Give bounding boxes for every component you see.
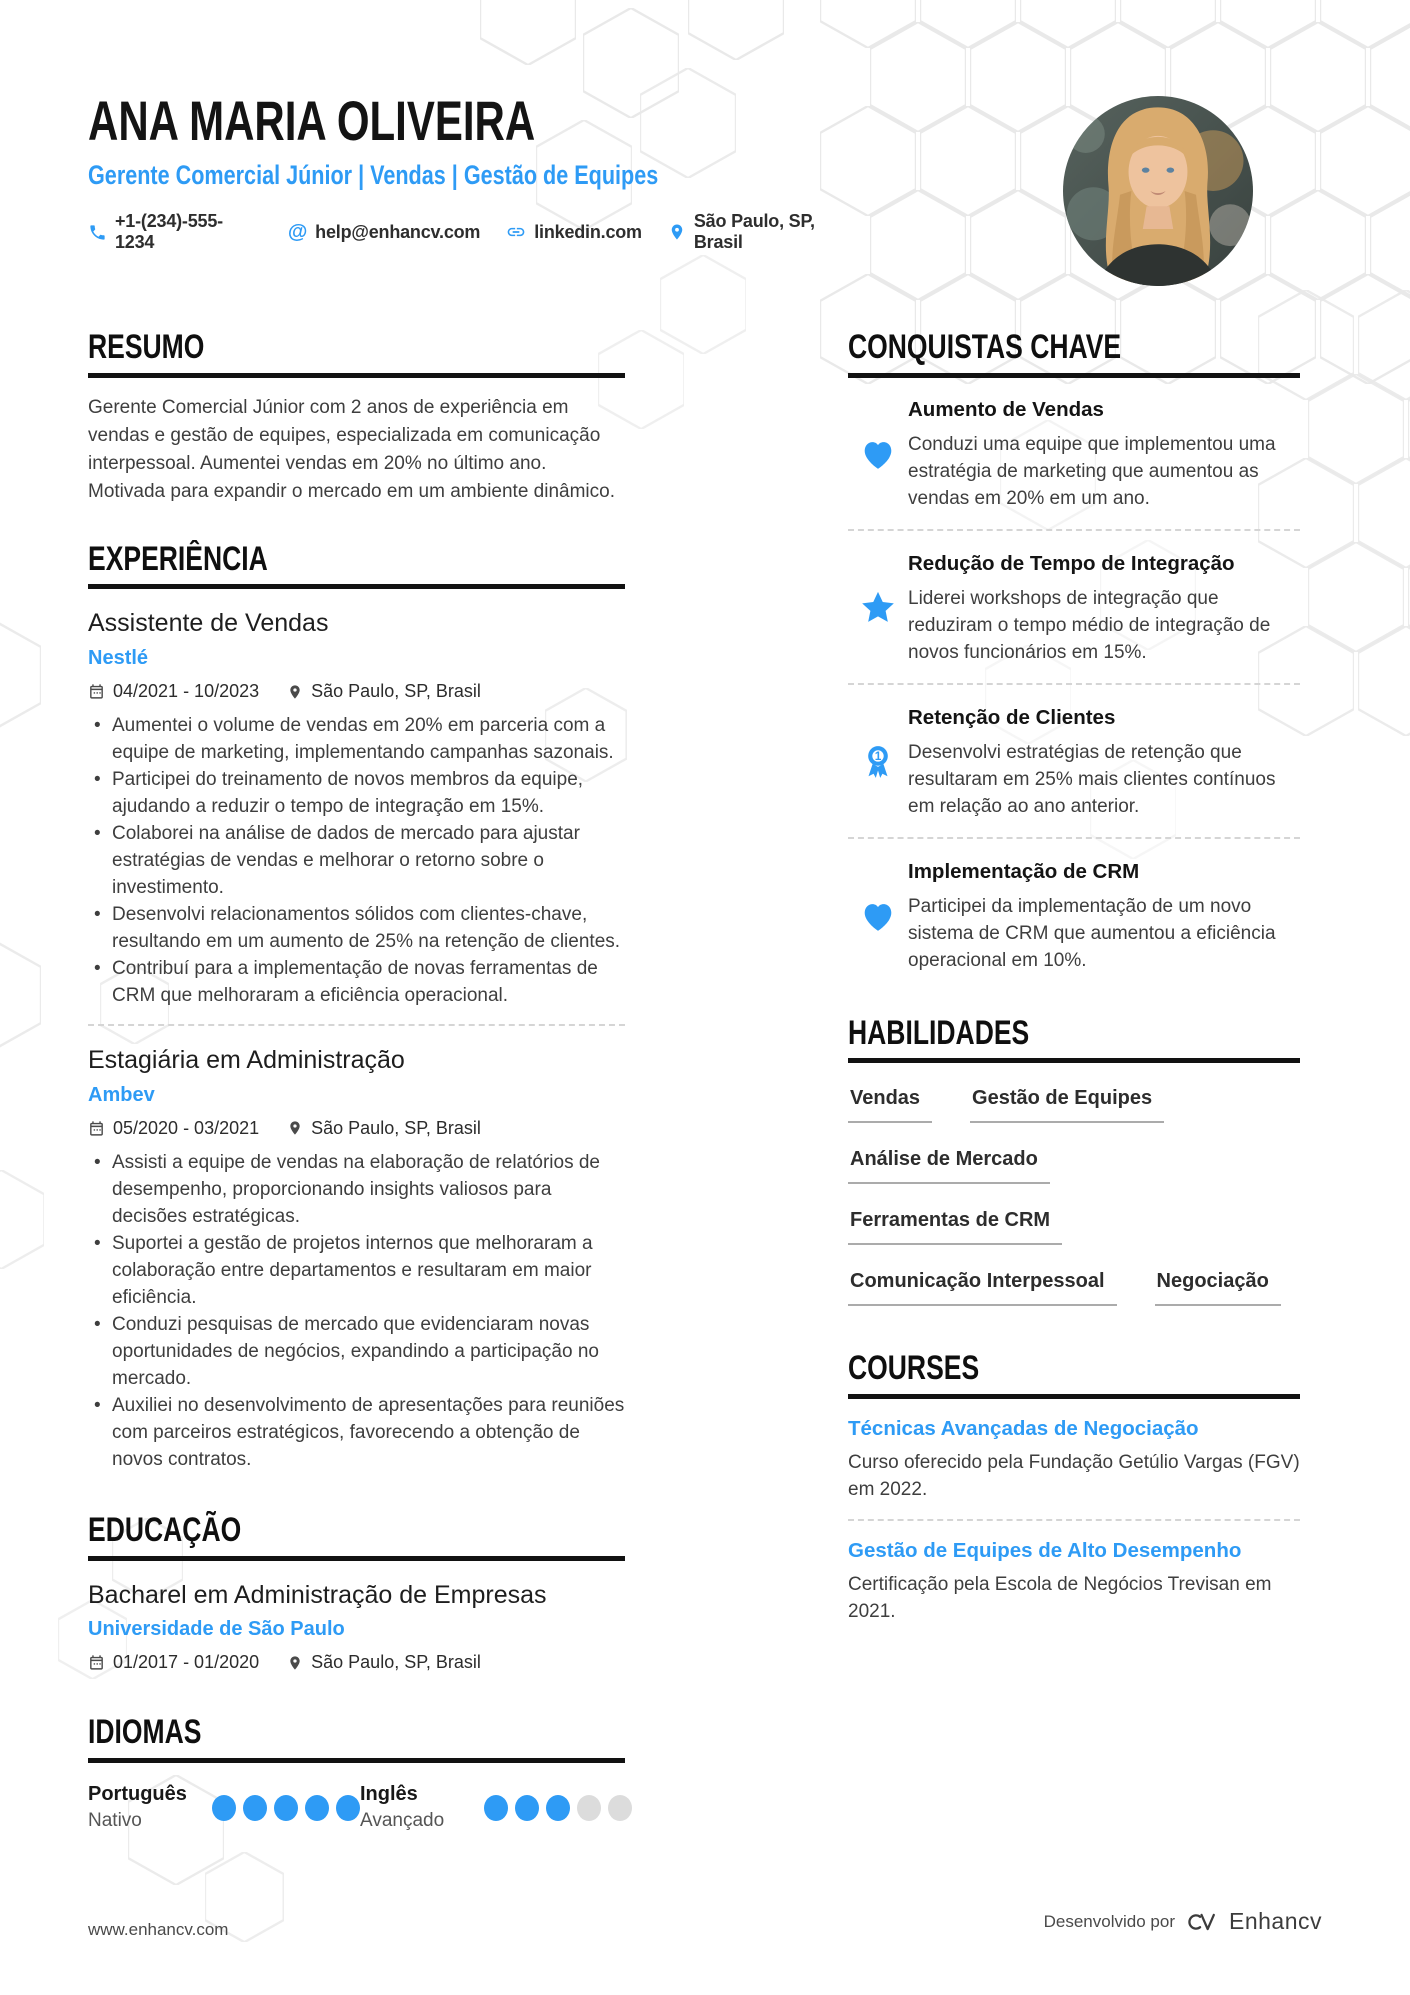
degree-title: Bacharel em Administração de Empresas <box>88 1580 547 1609</box>
credit-text: Desenvolvido por <box>1043 1911 1175 1931</box>
achievement-body <box>908 550 1300 666</box>
proficiency-dot <box>546 1795 570 1821</box>
achievement-text: Conduzi uma equipe que implementou uma estratégia de marketing que aumentou as vendas em 20% em um ano. <box>908 433 1276 509</box>
job-bullets <box>88 1149 625 1473</box>
email-address: help@enhancv.com <box>315 221 481 242</box>
job-dates <box>88 1118 259 1139</box>
achievement-title: Aumento de Vendas <box>908 397 1104 421</box>
bullet-item: • Aumentei o volume de vendas em 20% em parceria com a equipe de marketing, implementando campanhas sazonais. <box>88 712 625 766</box>
footer-credit <box>1044 1908 1322 1935</box>
job-title: Assistente de Vendas <box>88 609 329 638</box>
achievement-item <box>848 858 1300 974</box>
pin-icon <box>287 1120 303 1136</box>
section-resumo <box>88 330 625 506</box>
achievement-text: Desenvolvi estratégias de retenção que resultaram em 25% mais clientes contínuos em relação ao ano anterior. <box>908 741 1276 817</box>
skill-tag[interactable]: Gestão de Equipes <box>970 1087 1164 1123</box>
education-dates: 01/2017 - 01/2020 <box>113 1652 260 1673</box>
school-name: Universidade de São Paulo <box>88 1618 345 1641</box>
achievement-item <box>848 550 1300 666</box>
headline: Gerente Comercial Júnior | Vendas | Gestão de Equipes <box>88 160 659 191</box>
proficiency-dot <box>274 1795 298 1821</box>
heart-icon <box>848 396 908 512</box>
achievement-body <box>908 396 1300 512</box>
bullet-item: • Auxiliei no desenvolvimento de apresentações para reuniões com parceiros estratégicos, favorecendo a obtenção de novos contratos. <box>88 1392 625 1473</box>
calendar-icon <box>88 683 105 700</box>
proficiency-dot <box>243 1795 267 1821</box>
skills-list <box>848 1087 1300 1331</box>
footer-website[interactable]: www.enhancv.com <box>88 1920 229 1939</box>
section-idiomas <box>88 1715 625 1832</box>
courses-list <box>848 1417 1300 1625</box>
course-text: Curso oferecido pela Fundação Getúlio Vargas (FGV) em 2022. <box>848 1452 1300 1501</box>
job-bullets <box>88 712 625 1009</box>
pin-icon <box>668 223 686 241</box>
experience-divider <box>88 1024 625 1026</box>
bullet-item: • Suportei a gestão de projetos internos que melhoraram a colaboração entre departamentos e resultaram em maior eficiência. <box>88 1230 625 1311</box>
proficiency-dot <box>577 1795 601 1821</box>
contact-email[interactable] <box>288 222 480 243</box>
section-conquistas <box>848 330 1300 974</box>
job-entry <box>88 609 625 1009</box>
languages-list <box>88 1783 625 1832</box>
experiencia-heading: EXPERIÊNCIA <box>88 539 268 578</box>
achievement-body <box>908 858 1300 974</box>
achievement-divider <box>848 837 1300 839</box>
achievements-list <box>848 396 1300 974</box>
contact-row <box>88 211 868 253</box>
language-entry <box>88 1783 360 1832</box>
bullet-item: • Assisti a equipe de vendas na elaboração de relatórios de desempenho, proporcionando insights valiosos para decisões estratégicas. <box>88 1149 625 1230</box>
bullet-item: • Colaborei na análise de dados de mercado para ajustar estratégias de vendas e melhorar o retorno sobre o investimento. <box>88 820 625 901</box>
link-icon <box>506 222 526 242</box>
location-text: São Paulo, SP, Brasil <box>311 1117 481 1138</box>
achievement-title: Redução de Tempo de Integração <box>908 551 1235 575</box>
pin-icon <box>287 684 303 700</box>
language-level: Nativo <box>88 1810 142 1831</box>
conquistas-heading: CONQUISTAS CHAVE <box>848 328 1122 366</box>
bullet-item: • Conduzi pesquisas de mercado que evidenciaram novas oportunidades de negócios, expandindo a participação no mercado. <box>88 1311 625 1392</box>
job-dates <box>88 681 259 702</box>
bullet-item: • Contribuí para a implementação de novas ferramentas de CRM que melhoraram a eficiência operacional. <box>88 955 625 1009</box>
proficiency-dot <box>212 1795 236 1821</box>
language-name-block <box>88 1783 212 1832</box>
educacao-heading: EDUCAÇÃO <box>88 1510 242 1549</box>
job-location <box>287 681 481 702</box>
achievement-divider <box>848 683 1300 685</box>
achievement-title: Retenção de Clientes <box>908 705 1116 729</box>
achievement-divider <box>848 529 1300 531</box>
achievement-text: Liderei workshops de integração que reduziram o tempo médio de integração de novos funcionários em 15%. <box>908 587 1271 663</box>
proficiency-dot <box>305 1795 329 1821</box>
person-name: ANA MARIA OLIVEIRA <box>88 89 536 152</box>
job-entry <box>88 1046 625 1473</box>
course-title: Gestão de Equipes de Alto Desempenho <box>848 1539 1242 1563</box>
medal-icon <box>848 704 908 820</box>
company-name[interactable]: Nestlé <box>88 647 149 670</box>
achievement-item <box>848 704 1300 820</box>
achievement-text: Participei da implementação de um novo sistema de CRM que aumentou a eficiência operacional em 10%. <box>908 895 1276 971</box>
star-icon <box>848 550 908 666</box>
phone-number: +1-(234)-555-1234 <box>115 211 223 253</box>
location-text: São Paulo, SP, Brasil <box>693 211 815 253</box>
language-entry <box>360 1783 632 1832</box>
section-courses <box>848 1351 1300 1625</box>
section-habilidades <box>848 1013 1300 1332</box>
courses-heading: COURSES <box>848 1349 980 1388</box>
job-meta <box>88 1118 625 1139</box>
skill-tag[interactable]: Análise de Mercado <box>848 1148 1050 1184</box>
linkedin-url: linkedin.com <box>534 221 642 242</box>
location-text: São Paulo, SP, Brasil <box>311 681 481 702</box>
resumo-text: Gerente Comercial Júnior com 2 anos de experiência em vendas e gestão de equipes, especializada em comunicação interpessoal. Aumentei vendas em 20% no último ano. Motivada para expandir o mercado em um ambiente dinâmico. <box>88 396 615 502</box>
course-item <box>848 1417 1300 1503</box>
company-name[interactable]: Ambev <box>88 1083 155 1106</box>
education-location: São Paulo, SP, Brasil <box>311 1652 481 1673</box>
phone-icon <box>88 223 107 242</box>
education-meta <box>88 1652 625 1673</box>
section-experiencia <box>88 539 625 1473</box>
skill-tag[interactable]: Ferramentas de CRM <box>848 1209 1062 1245</box>
svg-text:1: 1 <box>874 748 882 763</box>
brand-name[interactable]: Enhancv <box>1228 1908 1322 1934</box>
enhancv-logo-icon <box>1185 1910 1219 1934</box>
achievement-item <box>848 396 1300 512</box>
skill-tag[interactable]: Comunicação Interpessoal <box>848 1270 1117 1306</box>
course-title: Técnicas Avançadas de Negociação <box>848 1417 1199 1441</box>
skill-tag[interactable]: Vendas <box>848 1087 932 1123</box>
job-title: Estagiária em Administração <box>88 1046 405 1075</box>
language-level: Avançado <box>360 1810 445 1831</box>
proficiency-dot <box>336 1795 360 1821</box>
pin-icon <box>287 1655 303 1671</box>
experience-jobs <box>88 609 625 1473</box>
contact-location <box>668 211 868 253</box>
calendar-icon <box>88 1120 105 1137</box>
proficiency-dots <box>484 1795 632 1821</box>
bullet-item: • Desenvolvi relacionamentos sólidos com clientes-chave, resultando em um aumento de 25% na retenção de clientes. <box>88 901 625 955</box>
bullet-item: • Participei do treinamento de novos membros da equipe, ajudando a reduzir o tempo de integração em 15%. <box>88 766 625 820</box>
course-item <box>848 1539 1300 1625</box>
dates-text: 04/2021 - 10/2023 <box>113 681 260 702</box>
dates-text: 05/2020 - 03/2021 <box>113 1117 260 1138</box>
idiomas-heading: IDIOMAS <box>88 1713 202 1752</box>
proficiency-dot <box>484 1795 508 1821</box>
proficiency-dot <box>515 1795 539 1821</box>
proficiency-dot <box>608 1795 632 1821</box>
language-name-block <box>360 1783 484 1832</box>
at-icon: @ <box>287 221 308 244</box>
job-meta <box>88 681 625 702</box>
contact-linkedin[interactable] <box>506 222 642 243</box>
habilidades-heading: HABILIDADES <box>848 1013 1030 1052</box>
course-divider <box>848 1519 1300 1521</box>
language-name: Português <box>88 1783 187 1805</box>
skill-tag[interactable]: Negociação <box>1155 1270 1281 1306</box>
contact-phone[interactable] <box>88 211 262 253</box>
achievement-title: Implementação de CRM <box>908 859 1140 883</box>
section-educacao <box>88 1510 625 1673</box>
profile-photo <box>1063 96 1253 286</box>
course-text: Certificação pela Escola de Negócios Trevisan em 2021. <box>848 1574 1272 1623</box>
header <box>88 89 868 253</box>
resumo-heading: RESUMO <box>88 328 205 366</box>
heart-icon <box>848 858 908 974</box>
language-name: Inglês <box>360 1783 418 1805</box>
achievement-body <box>908 704 1300 820</box>
calendar-icon <box>88 1654 105 1671</box>
job-location <box>287 1118 481 1139</box>
proficiency-dots <box>212 1795 360 1821</box>
